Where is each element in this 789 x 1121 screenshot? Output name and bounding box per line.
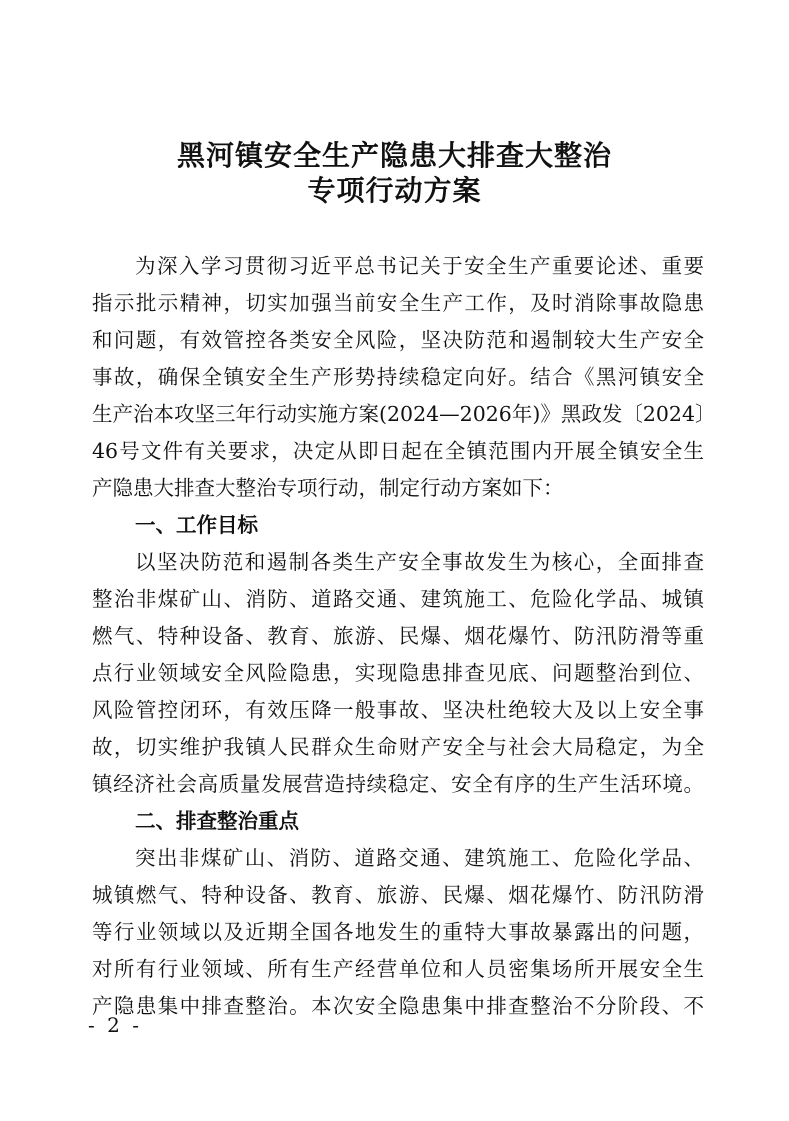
goals-line: 燃气、特种设备、教育、旅游、民爆、烟花爆竹、防汛防滑等重 — [92, 624, 704, 648]
focus-line: 等行业领域以及近期全国各地发生的重特大事故暴露出的问题， — [92, 920, 704, 944]
goals-line: 镇经济社会高质量发展营造持续稳定、安全有序的生产生活环境。 — [92, 772, 704, 796]
focus-line: 产隐患集中排查整治。本次安全隐患集中排查整治不分阶段、不 — [92, 994, 704, 1018]
goals-line: 风险管控闭环，有效压降一般事故、坚决杜绝较大及以上安全事 — [92, 698, 704, 722]
document-body — [92, 248, 716, 1025]
focus-line: 对所有行业领域、所有生产经营单位和人员密集场所开展安全生 — [92, 957, 704, 981]
intro-line: 46号文件有关要求，决定从即日起在全镇范围内开展全镇安全生 — [92, 439, 704, 463]
section-heading-focus: 二、排查整治重点 — [135, 809, 299, 833]
goals-line: 点行业领域安全风险隐患，实现隐患排查见底、问题整治到位、 — [92, 661, 704, 685]
goals-line: 以坚决防范和遏制各类生产安全事故发生为核心，全面排查 — [135, 550, 704, 574]
section-heading-goals: 一、工作目标 — [135, 513, 258, 537]
goals-line: 故，切实维护我镇人民群众生命财产安全与社会大局稳定，为全 — [92, 735, 704, 759]
focus-line: 突出非煤矿山、消防、道路交通、建筑施工、危险化学品、 — [135, 846, 704, 870]
goals-line: 整治非煤矿山、消防、道路交通、建筑施工、危险化学品、城镇 — [92, 587, 704, 611]
document-title-line-2: 专项行动方案 — [307, 174, 482, 207]
intro-line: 为深入学习贯彻习近平总书记关于安全生产重要论述、重要 — [135, 254, 704, 278]
intro-line: 指示批示精神，切实加强当前安全生产工作，及时消除事故隐患 — [92, 291, 704, 315]
intro-line: 生产治本攻坚三年行动实施方案(2024—2026年)》黑政发〔2024〕 — [92, 402, 716, 426]
focus-line: 城镇燃气、特种设备、教育、旅游、民爆、烟花爆竹、防汛防滑 — [92, 883, 704, 907]
document-title-line-1: 黑河镇安全生产隐患大排查大整治 — [176, 139, 612, 172]
intro-line: 事故，确保全镇安全生产形势持续稳定向好。结合《黑河镇安全 — [92, 365, 704, 389]
intro-line: 和问题，有效管控各类安全风险，坚决防范和遏制较大生产安全 — [92, 328, 704, 352]
page-number: - 2 - — [88, 1013, 142, 1037]
intro-line: 产隐患大排查大整治专项行动，制定行动方案如下： — [92, 476, 564, 500]
